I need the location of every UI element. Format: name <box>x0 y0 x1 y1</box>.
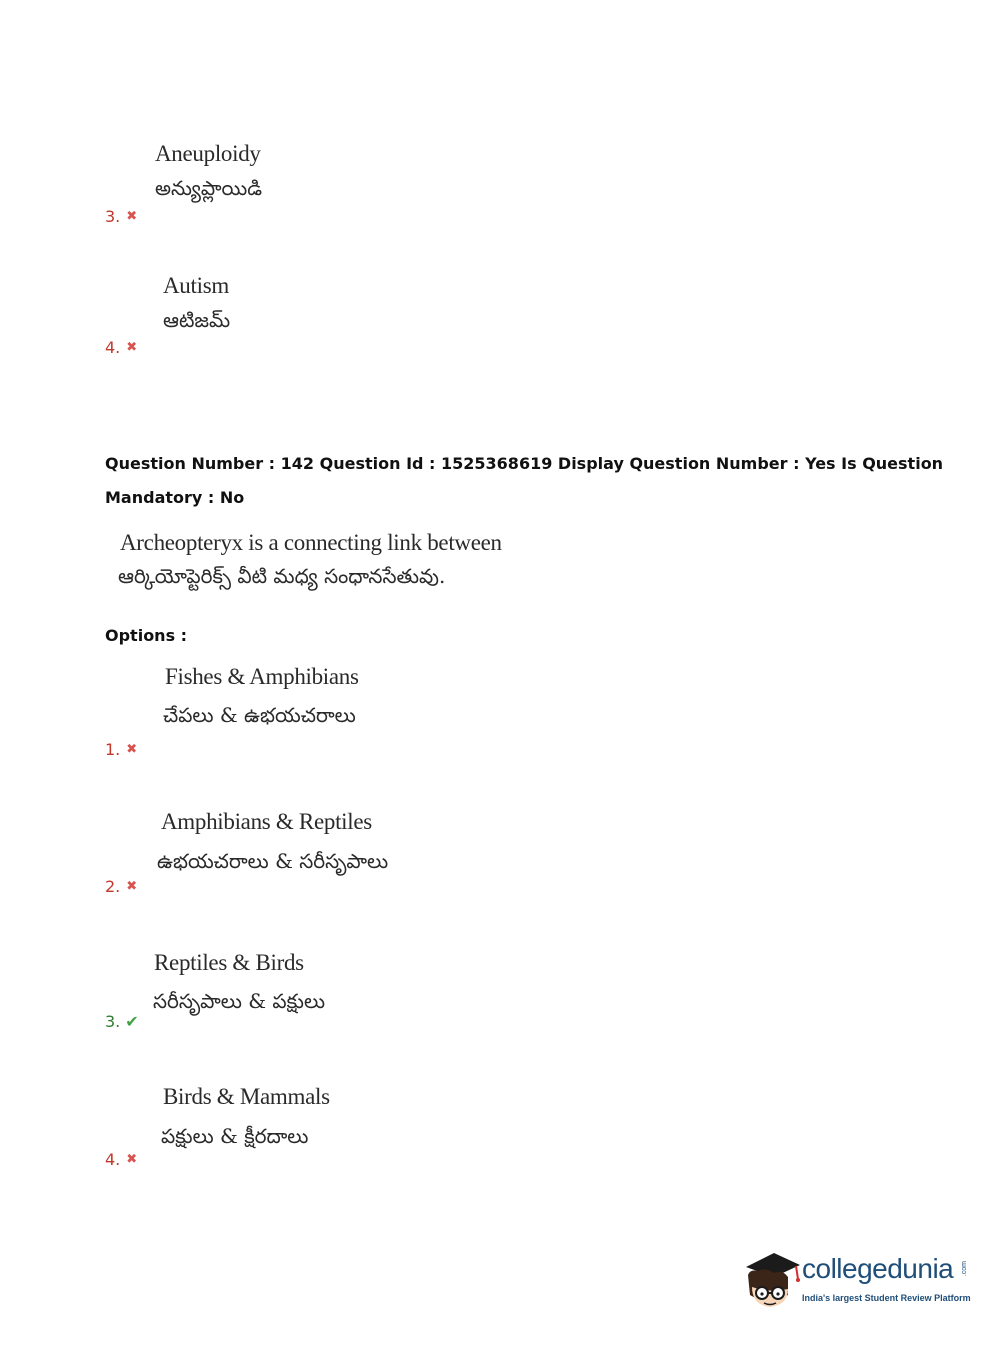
logo-wordmark-part1: college <box>802 1253 888 1284</box>
option-number: 4. <box>105 1150 121 1169</box>
wrong-mark-icon: ✖ <box>126 742 138 757</box>
option-3-marker <box>105 207 137 226</box>
option-4-marker <box>105 338 137 357</box>
logo-wordmark <box>802 1253 953 1285</box>
wrong-mark-icon: ✖ <box>126 209 138 224</box>
option-number: 3. <box>105 207 121 226</box>
wrong-mark-icon: ✖ <box>126 879 138 894</box>
option-4-telugu: పక్షులు & క్షీరదాలు <box>161 1124 309 1148</box>
option-number: 3. <box>105 1012 121 1031</box>
option-4-english: Birds & Mammals <box>163 1084 330 1109</box>
wrong-mark-icon: ✖ <box>126 1152 138 1167</box>
wrong-mark-icon: ✖ <box>126 340 138 355</box>
collegedunia-logo <box>740 1247 980 1317</box>
option-1-marker <box>105 740 137 759</box>
question-text-telugu: ఆర్కియోప్టెరిక్స్ వీటి మధ్య సంధానసేతువు. <box>118 564 446 588</box>
option-3-english: Aneuploidy <box>155 141 261 166</box>
option-number: 2. <box>105 877 121 896</box>
option-2-telugu: ఉభయచరాలు & సరీసృపాలు <box>157 849 389 873</box>
options-label: Options : <box>105 626 188 645</box>
option-2-english: Amphibians & Reptiles <box>161 809 372 834</box>
correct-check-icon: ✔ <box>125 1012 139 1031</box>
option-4-english: Autism <box>163 273 229 298</box>
option-3-telugu: అన్యుప్లాయిడి <box>155 176 263 200</box>
option-number: 4. <box>105 338 121 357</box>
question-text-english: Archeopteryx is a connecting link between <box>120 530 502 555</box>
question-meta-line1: Question Number : 142 Question Id : 1525368619 Display Question Number : Yes Is Question <box>105 454 944 473</box>
option-3-english: Reptiles & Birds <box>154 950 304 975</box>
option-3-telugu: సరీసృపాలు & పక్షులు <box>153 989 326 1013</box>
logo-tagline: India's largest Student Review Platform <box>802 1293 971 1303</box>
option-4-telugu: ఆటిజమ్ <box>163 308 231 332</box>
option-1-english: Fishes & Amphibians <box>165 664 359 689</box>
option-number: 1. <box>105 740 121 759</box>
option-4-marker <box>105 1150 137 1169</box>
option-1-telugu: చేపలు & ఉభయచరాలు <box>163 703 356 727</box>
mascot-icon <box>740 1249 802 1315</box>
question-meta-line2: Mandatory : No <box>105 488 245 507</box>
option-3-marker <box>105 1012 139 1031</box>
option-2-marker <box>105 877 137 896</box>
logo-wordmark-part2: dunia <box>887 1253 954 1284</box>
logo-suffix: .com <box>961 1261 968 1277</box>
